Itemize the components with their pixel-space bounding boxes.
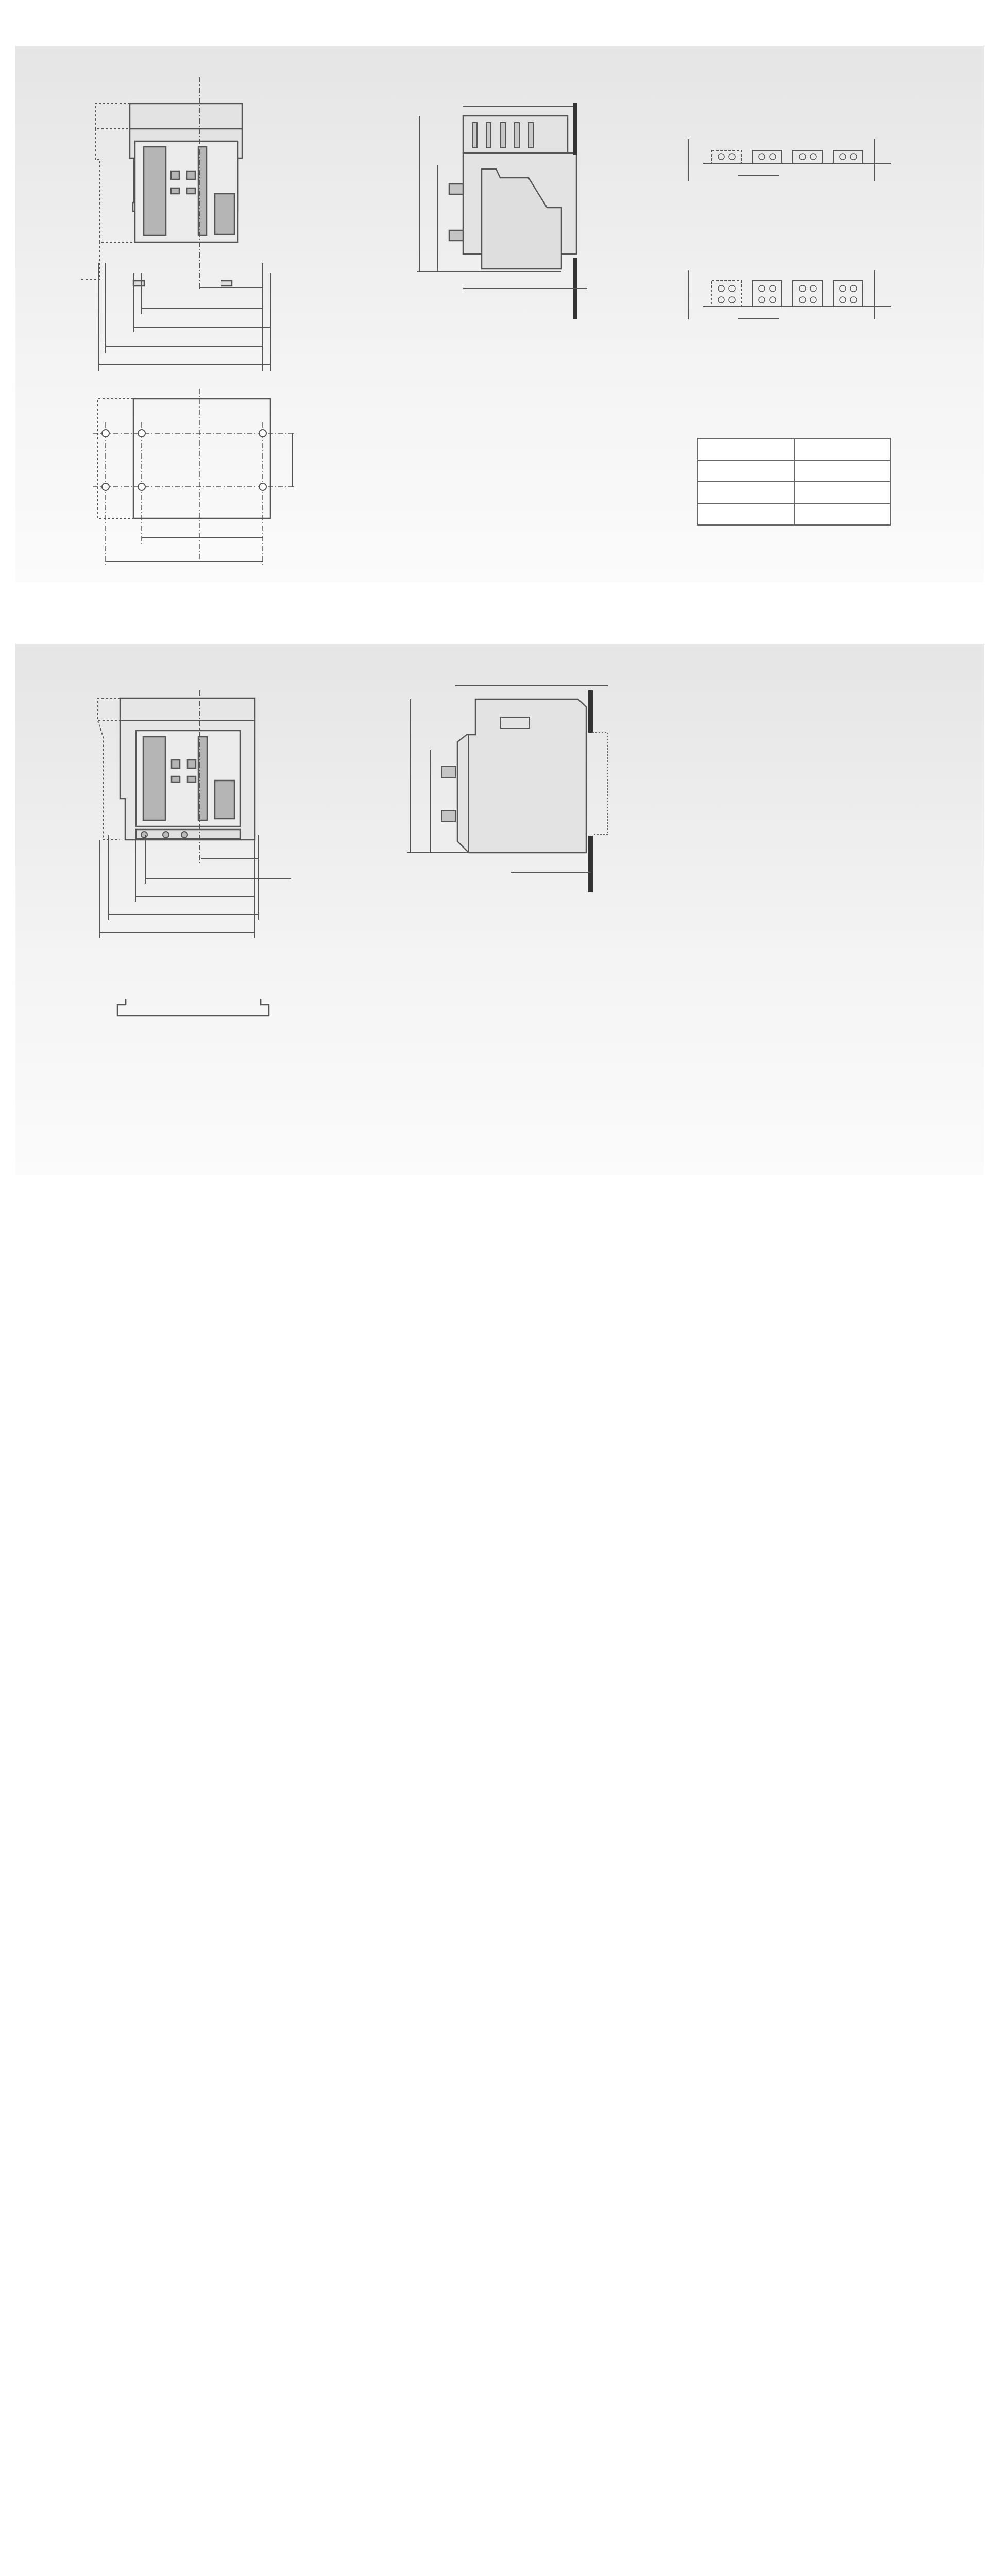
table-row xyxy=(697,503,890,525)
drawer-outline-drawing xyxy=(15,644,984,1175)
table-row xyxy=(697,460,890,482)
drawer-drawing-panel xyxy=(15,644,984,1175)
fixed-drawing-panel xyxy=(15,46,984,582)
table-row xyxy=(697,482,890,503)
fixed-a-dimension-table xyxy=(697,438,891,526)
